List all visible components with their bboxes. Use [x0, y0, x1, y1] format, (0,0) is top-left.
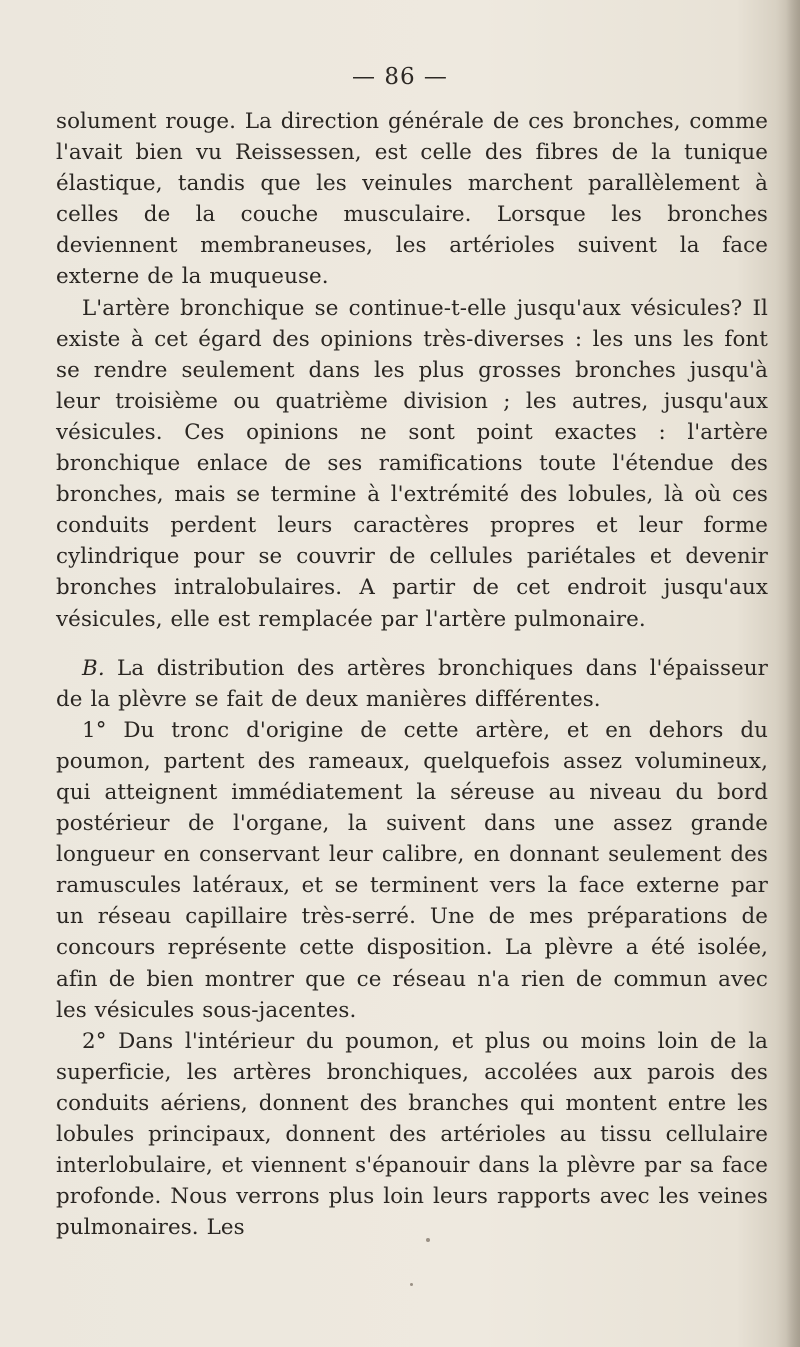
body-text [56, 106, 768, 1243]
page-number: — 86 — [352, 64, 448, 90]
section-label: B. [82, 655, 105, 681]
paragraph-5: 2° Dans l'intérieur du poumon, et plus ou moins loin de la superficie, les artères bronchiques, accolées aux parois des conduits aériens, donnent des branches qui montent entre les lobules principaux, donnent des artérioles au tissu cellulaire interlobulaire, et viennent s'épanouir dans la plèvre par sa face profonde. Nous verrons plus loin leurs rapports avec les veines pulmonaires. Les [56, 1028, 768, 1241]
page-edge-shadow [786, 0, 800, 1347]
paragraph-3 [56, 653, 768, 715]
paragraph-3-text: La distribution des artères bronchiques dans l'épaisseur de la plèvre se fait de deux manières différentes. [56, 655, 768, 712]
paragraph-4: 1° Du tronc d'origine de cette artère, et en dehors du poumon, partent des rameaux, quelquefois assez volumineux, qui atteignent immédiatement la séreuse au niveau du bord postérieur de l'organe, la suivent dans une assez grande longueur en conservant leur calibre, en donnant seulement des ramuscules latéraux, et se terminent vers la face externe par un réseau capillaire très-serré. Une de mes préparations de concours représente cette disposition. La plèvre a été isolée, afin de bien montrer que ce réseau n'a rien de commun avec les vésicules sous-jacentes. [56, 717, 768, 1023]
paragraph-2: L'artère bronchique se continue-t-elle jusqu'aux vésicules? Il existe à cet égard des opinions très-diverses : les uns les font se rendre seulement dans les plus grosses bronches jusqu'à leur troisième ou quatrième division ; les autres, jusqu'aux vésicules. Ces opinions ne sont point exactes : l'artère bronchique enlace de ses ramifications toute l'étendue des bronches, mais se termine à l'extrémité des lobules, là où ces conduits perdent leurs caractères propres et leur forme cylindrique pour se couvrir de cellules pariétales et devenir bronches intralobulaires. A partir de cet endroit jusqu'aux vésicules, elle est remplacée par l'artère pulmonaire. [56, 295, 768, 632]
paper-speck [426, 1238, 430, 1242]
paragraph-1: solument rouge. La direction générale de ces bronches, comme l'avait bien vu Reissessen, est celle des fibres de la tunique élastique, tandis que les veinules marchent parallèlement à celles de la couche musculaire. Lorsque les bronches deviennent membraneuses, les artérioles suivent la face externe de la muqueuse. [56, 109, 768, 290]
paper-speck [410, 1283, 413, 1286]
